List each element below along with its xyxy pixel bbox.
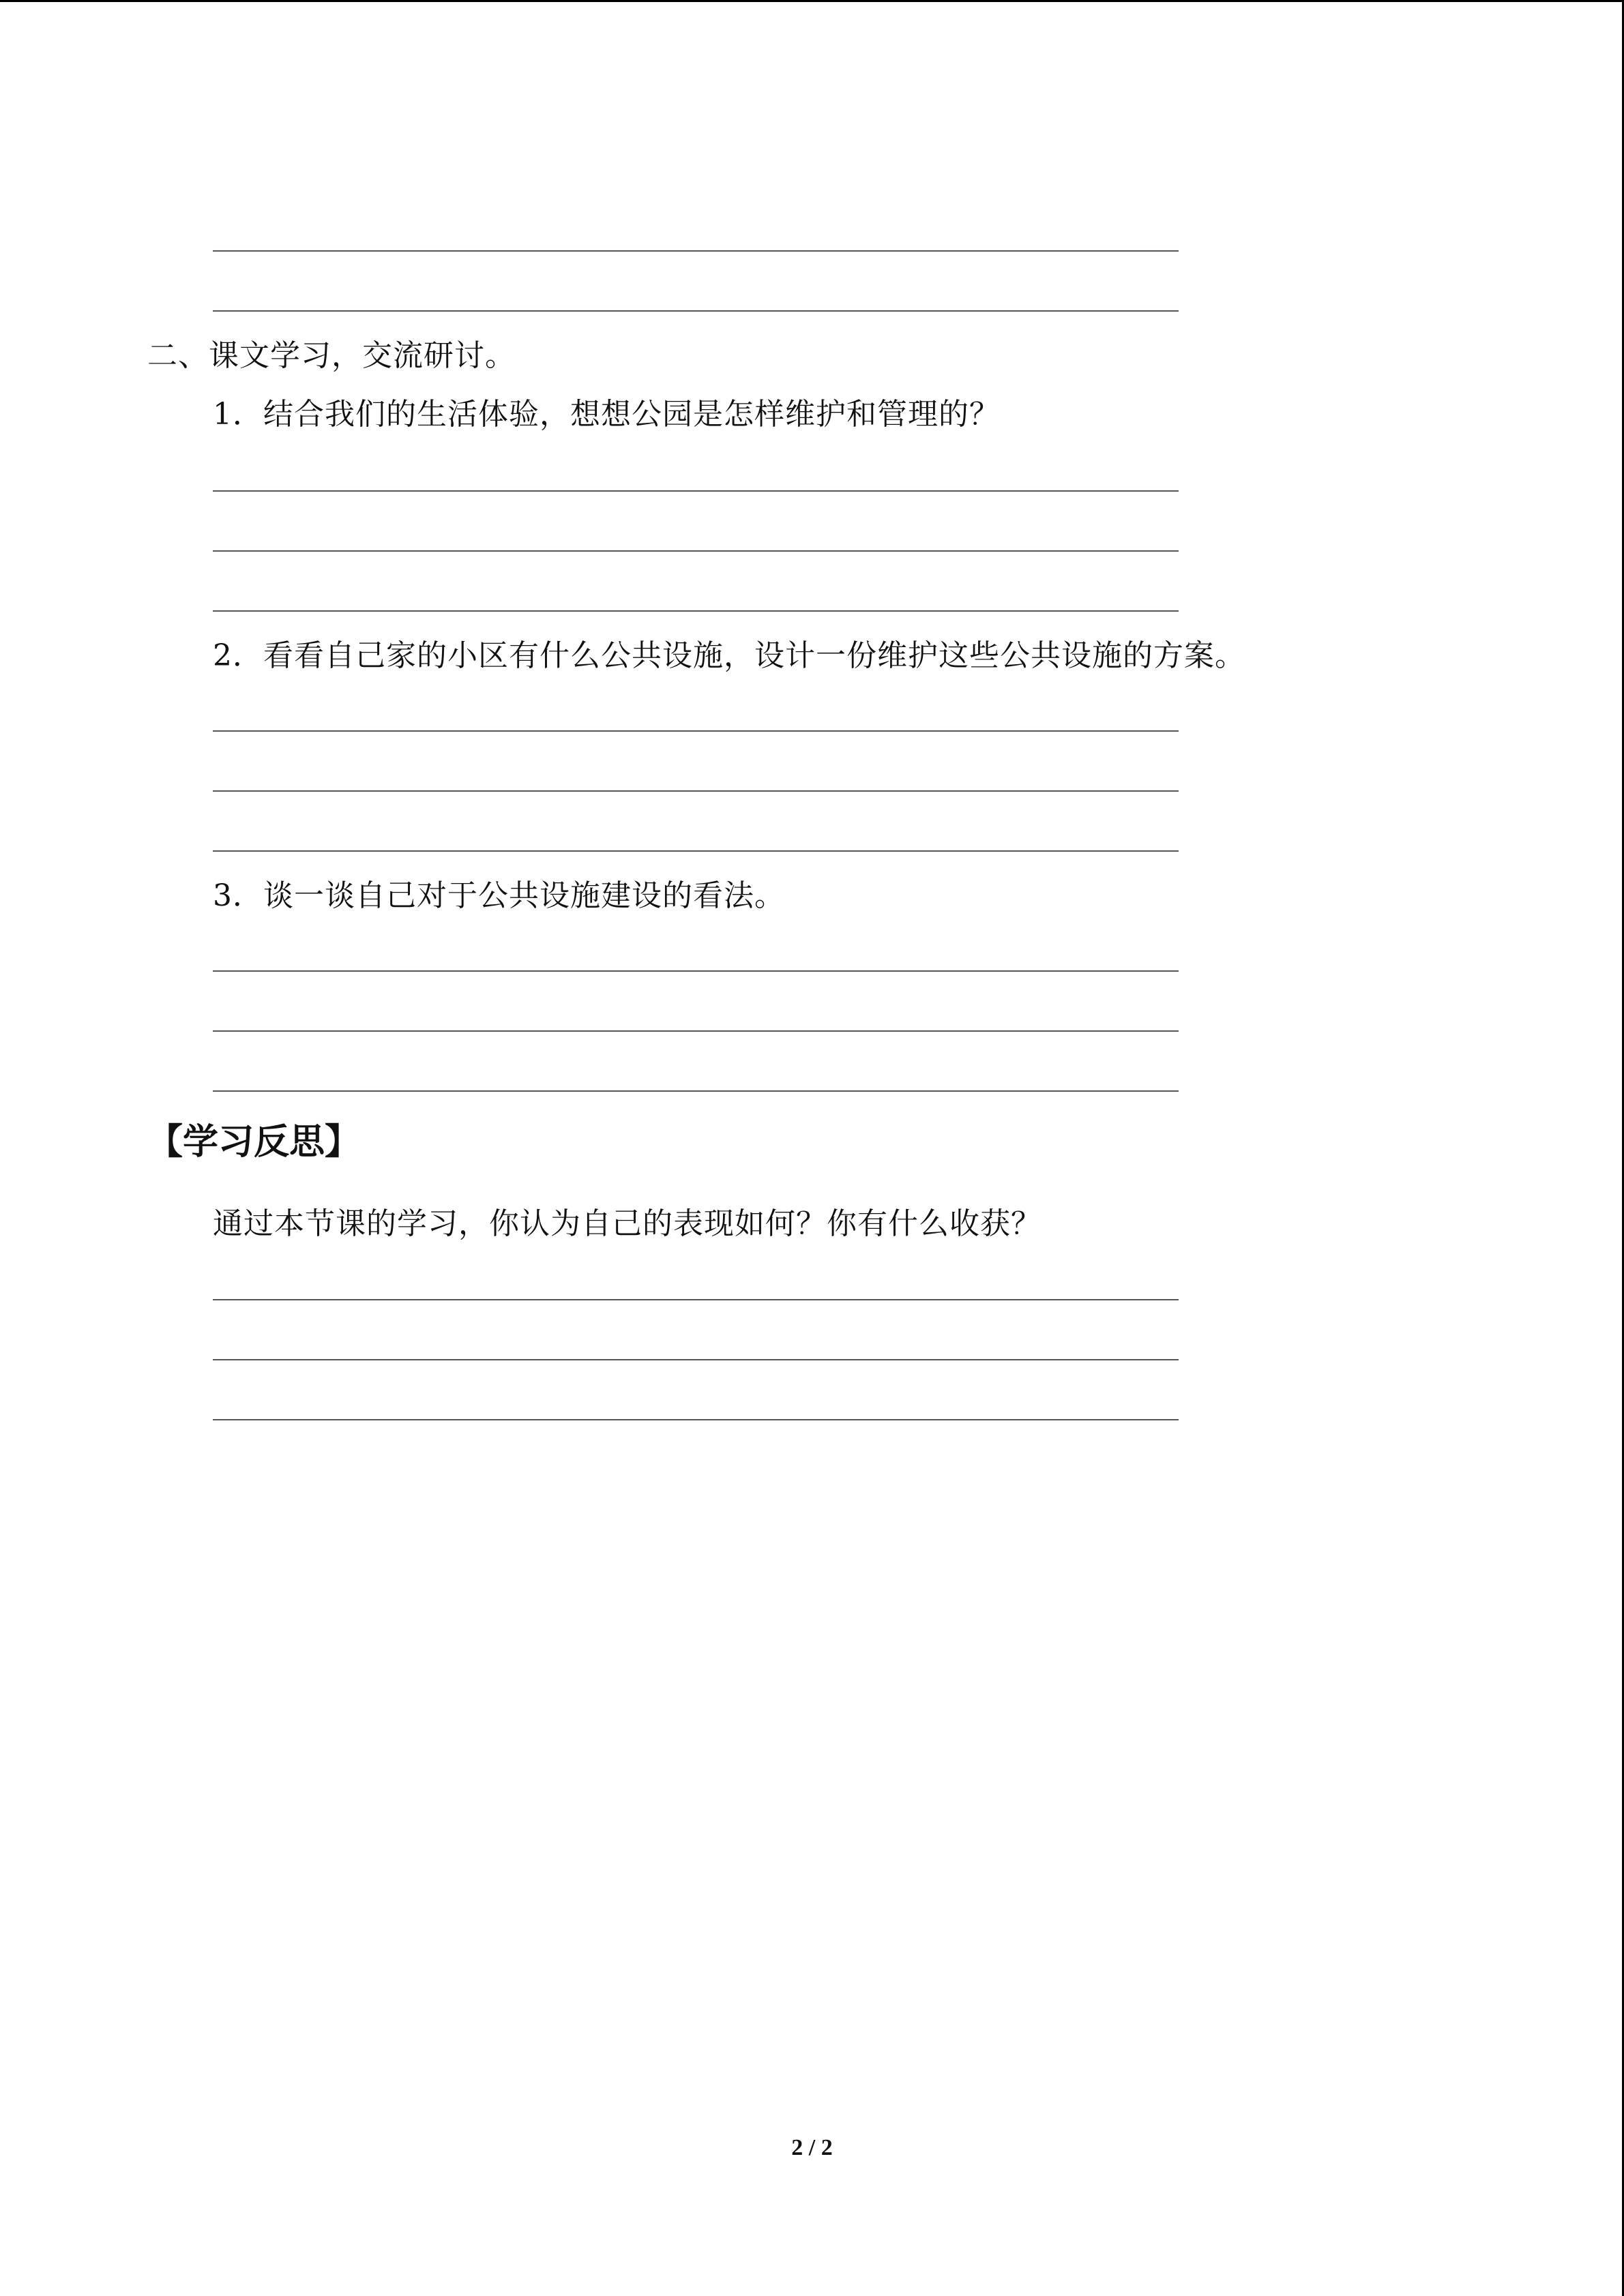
answer-line[interactable] (213, 970, 1179, 972)
answer-line[interactable] (213, 610, 1179, 612)
answer-line[interactable] (213, 1090, 1179, 1092)
answer-line[interactable] (213, 1299, 1179, 1300)
answer-line[interactable] (213, 790, 1179, 792)
answer-line[interactable] (213, 1030, 1179, 1032)
answer-line[interactable] (213, 310, 1179, 312)
answer-line[interactable] (213, 730, 1179, 732)
page-number: 2 / 2 (791, 2135, 833, 2160)
answer-line[interactable] (213, 1359, 1179, 1360)
answer-line[interactable] (213, 250, 1179, 252)
question-1: 1．结合我们的生活体验，想想公园是怎样维护和管理的？ (213, 397, 1000, 432)
question-2: 2．看看自己家的小区有什么公共设施，设计一份维护这些公共设施的方案。 (213, 638, 1245, 673)
answer-line[interactable] (213, 850, 1179, 852)
answer-line[interactable] (213, 490, 1179, 492)
reflection-heading: 【学习反思】 (147, 1122, 361, 1163)
section-two-title: 二、课文学习，交流研讨。 (147, 338, 516, 373)
answer-line[interactable] (213, 550, 1179, 552)
question-3: 3．谈一谈自己对于公共设施建设的看法。 (213, 878, 785, 913)
answer-line[interactable] (213, 1419, 1179, 1420)
reflection-prompt: 通过本节课的学习，你认为自己的表现如何？你有什么收获？ (213, 1206, 1042, 1241)
page-top-border (0, 0, 1624, 2)
